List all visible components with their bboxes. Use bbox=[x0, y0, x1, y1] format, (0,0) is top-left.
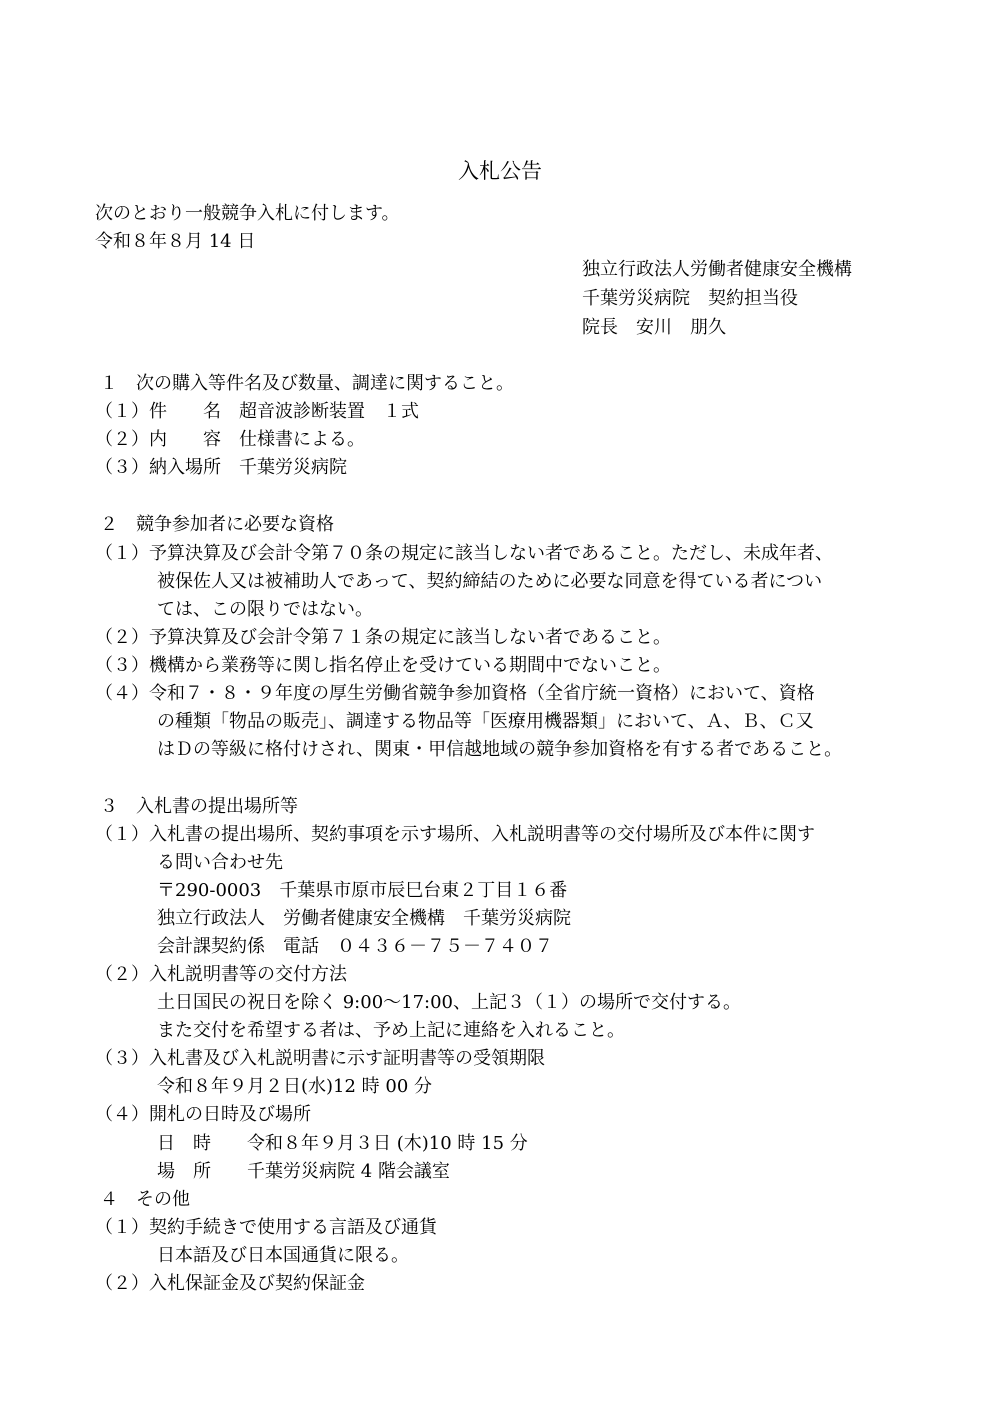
intro-text: 次のとおり一般競争入札に付します。 bbox=[95, 203, 400, 224]
section-2-item-4-cont: の種類「物品の販売」、調達する物品等「医療用機器類」において、Ａ、Ｂ、Ｃ又 bbox=[157, 711, 814, 732]
section-4-item-1-detail: 日本語及び日本国通貨に限る。 bbox=[157, 1245, 409, 1266]
section-1-heading: １ 次の購入等件名及び数量、調達に関すること。 bbox=[100, 373, 514, 394]
opening-place: 場 所 千葉労災病院 4 階会議室 bbox=[157, 1161, 450, 1182]
section-4-item-1: （１）契約手続きで使用する言語及び通貨 bbox=[95, 1217, 437, 1238]
issuer-name: 院長 安川 朋久 bbox=[582, 317, 726, 338]
section-2-item-4: （４）令和７・８・９年度の厚生労働省競争参加資格（全省庁統一資格）において、資格 bbox=[95, 683, 815, 704]
section-3-item-1: （１）入札書の提出場所、契約事項を示す場所、入札説明書等の交付場所及び本件に関す bbox=[95, 824, 815, 845]
section-2-item-4-cont: はＤの等級に格付けされ、関東・甲信越地域の競争参加資格を有する者であること。 bbox=[157, 739, 843, 760]
section-3-item-3: （３）入札書及び入札説明書に示す証明書等の受領期限 bbox=[95, 1048, 545, 1069]
issuer-org: 独立行政法人労働者健康安全機構 bbox=[582, 259, 852, 280]
section-3-item-2-detail: 土日国民の祝日を除く 9:00～17:00、上記３（１）の場所で交付する。 bbox=[157, 992, 742, 1013]
contact-organization: 独立行政法人 労働者健康安全機構 千葉労災病院 bbox=[157, 908, 571, 929]
section-2-heading: ２ 競争参加者に必要な資格 bbox=[100, 514, 334, 535]
opening-datetime: 日 時 令和８年９月３日 (木)10 時 15 分 bbox=[157, 1133, 528, 1154]
notice-date: 令和８年８月 14 日 bbox=[95, 231, 256, 252]
section-4-item-2: （２）入札保証金及び契約保証金 bbox=[95, 1273, 365, 1294]
page-title: 入札公告 bbox=[458, 159, 542, 183]
section-3-heading: ３ 入札書の提出場所等 bbox=[100, 796, 298, 817]
section-1-item-3: （３）納入場所 千葉労災病院 bbox=[95, 457, 347, 478]
issuer-role: 千葉労災病院 契約担当役 bbox=[582, 288, 798, 309]
section-2-item-1: （１）予算決算及び会計令第７０条の規定に該当しない者であること。ただし、未成年者、 bbox=[95, 543, 833, 564]
section-1-item-1: （１）件 名 超音波診断装置 １式 bbox=[95, 401, 419, 422]
section-3-item-3-detail: 令和８年９月２日(水)12 時 00 分 bbox=[157, 1076, 433, 1097]
section-2-item-1-cont: ては、この限りではない。 bbox=[157, 599, 373, 620]
section-2-item-1-cont: 被保佐人又は被補助人であって、契約締結のために必要な同意を得ている者につい bbox=[157, 571, 823, 592]
section-2-item-2: （２）予算決算及び会計令第７１条の規定に該当しない者であること。 bbox=[95, 627, 671, 648]
section-1-item-2: （２）内 容 仕様書による。 bbox=[95, 429, 365, 450]
section-3-item-2: （２）入札説明書等の交付方法 bbox=[95, 964, 347, 985]
section-3-item-2-detail: また交付を希望する者は、予め上記に連絡を入れること。 bbox=[157, 1020, 625, 1041]
contact-phone: 会計課契約係 電話 ０４３６－７５－７４０７ bbox=[157, 936, 553, 957]
section-4-heading: ４ その他 bbox=[100, 1189, 190, 1210]
section-3-item-4: （４）開札の日時及び場所 bbox=[95, 1104, 311, 1125]
section-2-item-3: （３）機構から業務等に関し指名停止を受けている期間中でないこと。 bbox=[95, 655, 671, 676]
contact-address: 〒290-0003 千葉県市原市辰巳台東２丁目１６番 bbox=[157, 880, 568, 901]
section-3-item-1-cont: る問い合わせ先 bbox=[157, 852, 283, 873]
